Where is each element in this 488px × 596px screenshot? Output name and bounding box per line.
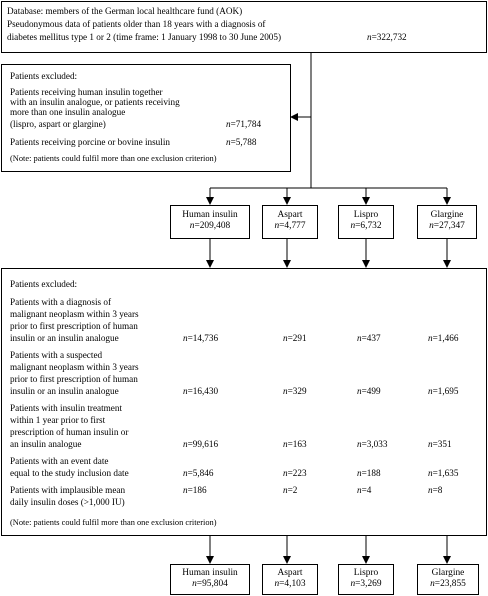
exclusion-2-row3-line: prescription of human insulin or	[10, 427, 129, 437]
exclusion-1-item1-line: Patients receiving human insulin together	[10, 87, 163, 97]
exclusion-2-row2-line: insulin or an insulin analogue	[10, 386, 119, 396]
final-group-box-lispro	[338, 564, 394, 595]
exclusion-2-row5-lispro: n=4	[357, 485, 372, 495]
exclusion-2-row4-line: Patients with an event date	[10, 456, 109, 466]
group-name: Lispro	[353, 568, 379, 578]
exclusion-2-row2-line: prior to first prescription of human	[10, 374, 138, 384]
exclusion-2-row5-aspart: n=2	[283, 485, 298, 495]
final-group-box-aspart	[262, 564, 318, 595]
database-line-3: diabetes mellitus type 1 or 2 (time frame: 1 January 1998 to 30 June 2005)	[7, 32, 282, 42]
exclusion-2-row5-line: daily insulin doses (>1,000 IU)	[10, 497, 125, 507]
exclusion-2-row3-human: n=99,616	[183, 439, 219, 449]
exclusion-2-row2-line: malignant neoplasm within 3 years	[10, 362, 139, 372]
exclusion-2-row4-human: n=5,846	[183, 468, 214, 478]
final-group-box-glargine	[417, 564, 479, 595]
group-box-lispro	[338, 205, 394, 239]
exclusion-2-row3-line: within 1 year prior to first	[10, 415, 106, 425]
exclusion-2-row2-glargine: n=1,695	[428, 386, 459, 396]
exclusion-2-row1-line: prior to first prescription of human	[10, 321, 138, 331]
exclusion-2-row4-lispro: n=188	[357, 468, 381, 478]
exclusion-2-row1-line: Patients with a diagnosis of	[10, 297, 112, 307]
database-box	[1, 1, 487, 53]
exclusion-1-item1-line: more than one insulin analogue	[10, 107, 126, 117]
exclusion-2-row1-line: insulin or an insulin analogue	[10, 333, 119, 343]
exclusion-1-item2-label: Patients receiving porcine or bovine insulin	[10, 137, 170, 147]
group-count: n=3,269	[350, 579, 382, 589]
group-count: n=209,408	[189, 221, 231, 231]
group-name: Aspart	[277, 568, 303, 578]
group-name: Human insulin	[182, 210, 238, 220]
exclusion-2-row3-line: an insulin analogue	[10, 439, 82, 449]
exclusion-box-2	[1, 268, 487, 536]
group-box-aspart	[262, 205, 318, 239]
exclusion-2-row5-human: n=186	[183, 485, 207, 495]
exclusion-2-row2-lispro: n=499	[357, 386, 381, 396]
exclusion-1-item2-count: n=5,788	[226, 137, 257, 147]
exclusion-box-1	[1, 64, 291, 172]
exclusion-2-row3-glargine: n=351	[428, 439, 452, 449]
group-count: n=6,732	[350, 221, 382, 231]
exclusion-2-row2-line: Patients with a suspected	[10, 350, 103, 360]
exclusion-2-row1-human: n=14,736	[183, 333, 219, 343]
group-count: n=4,777	[274, 221, 306, 231]
exclusion-2-row1-aspart: n=291	[283, 333, 307, 343]
group-box-human-insulin	[170, 205, 250, 239]
exclusion-2-row1-glargine: n=1,466	[428, 333, 459, 343]
exclusion-2-note: (Note: patients could fulfil more than one exclusion criterion)	[10, 518, 217, 527]
group-count: n=23,855	[430, 579, 466, 589]
exclusion-2-row1-line: malignant neoplasm within 3 years	[10, 309, 139, 319]
exclusion-2-row3-aspart: n=163	[283, 439, 307, 449]
exclusion-2-row4-line: equal to the study inclusion date	[10, 468, 129, 478]
group-name: Human insulin	[182, 568, 238, 578]
exclusion-2-row2-human: n=16,430	[183, 386, 219, 396]
final-group-box-human-insulin	[170, 564, 250, 595]
exclusion-2-row3-line: Patients with insulin treatment	[10, 403, 123, 413]
group-count: n=95,804	[192, 579, 228, 589]
group-count: n=4,103	[274, 579, 306, 589]
group-count: n=27,347	[429, 221, 465, 231]
exclusion-2-row1-lispro: n=437	[357, 333, 381, 343]
exclusion-2-row5-line: Patients with implausible mean	[10, 485, 126, 495]
group-name: Glargine	[430, 210, 464, 220]
exclusion-1-item1-count: n=71,784	[226, 119, 262, 129]
exclusion-2-row3-lispro: n=3,033	[357, 439, 388, 449]
exclusion-2-row2-aspart: n=329	[283, 386, 307, 396]
exclusion-1-note: (Note: patients could fulfil more than one exclusion criterion)	[10, 154, 217, 163]
exclusion-2-row4-glargine: n=1,635	[428, 468, 459, 478]
database-count: n=322,732	[367, 32, 407, 42]
exclusion-2-row4-aspart: n=223	[283, 468, 307, 478]
exclusion-1-title: Patients excluded:	[10, 71, 78, 81]
group-box-glargine	[417, 205, 477, 239]
exclusion-2-row5-glargine: n=8	[428, 485, 443, 495]
exclusion-1-item1-line: with an insulin analogue, or patients receiving	[10, 97, 180, 107]
exclusion-1-item1-line: (lispro, aspart or glargine)	[10, 119, 106, 129]
group-name: Glargine	[431, 568, 465, 578]
group-name: Aspart	[277, 210, 303, 220]
exclusion-2-title: Patients excluded:	[10, 279, 78, 289]
database-line-1: Database: members of the German local healthcare fund (AOK)	[7, 6, 243, 16]
group-name: Lispro	[353, 210, 379, 220]
database-line-2: Pseudonymous data of patients older than 18 years with a diagnosis of	[7, 19, 266, 29]
